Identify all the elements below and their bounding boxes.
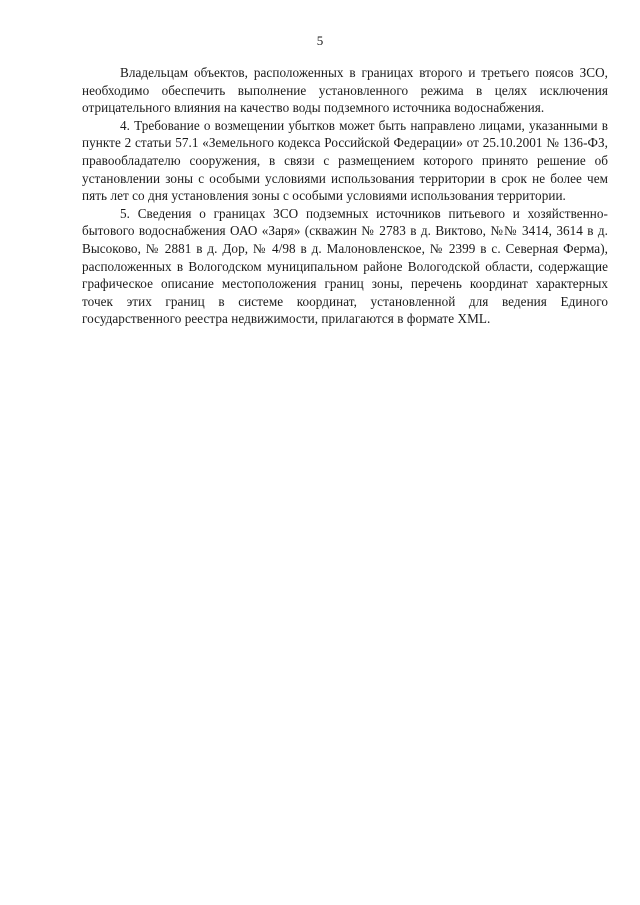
document-body bbox=[82, 64, 608, 328]
paragraph-4-compensation: 4. Требование о возмещении убытков может быть направлено лицами, указанными в пункте 2 статьи 57.1 «Земельного кодекса Российской Федерации» от 25.10.2001 № 136-ФЗ, правообладателю сооружения, в связи с размещением которого принято решение об установлении зоны с особыми условиями использования территории в срок не более чем пять лет со дня установления зоны с особыми условиями использования территории. bbox=[82, 117, 608, 204]
page-number: 5 bbox=[316, 33, 324, 48]
paragraph-owners-obligations: Владельцам объектов, расположенных в границах второго и третьего поясов ЗСО, необходимо обеспечить выполнение установленного режима в целях исключения отрицательного влияния на качество воды подземного источника водоснабжения. bbox=[82, 65, 608, 116]
paragraph-5-boundaries: 5. Сведения о границах ЗСО подземных источников питьевого и хозяйственно-бытового водоснабжения ОАО «Заря» (скважин № 2783 в д. Виктово, №№ 3414, 3614 в д. Высоково, № 2881 в д. Дор, № 4/98 в д. Малоновленское, № 2399 в с. Северная Ферма), расположенных в Вологодском муниципальном районе Вологодской области, содержащие графическое описание местоположения границ зоны, перечень координат характерных точек этих границ в системе координат, установленной для ведения Единого государственного реестра недвижимости, прилагаются в формате XML. bbox=[82, 205, 608, 327]
